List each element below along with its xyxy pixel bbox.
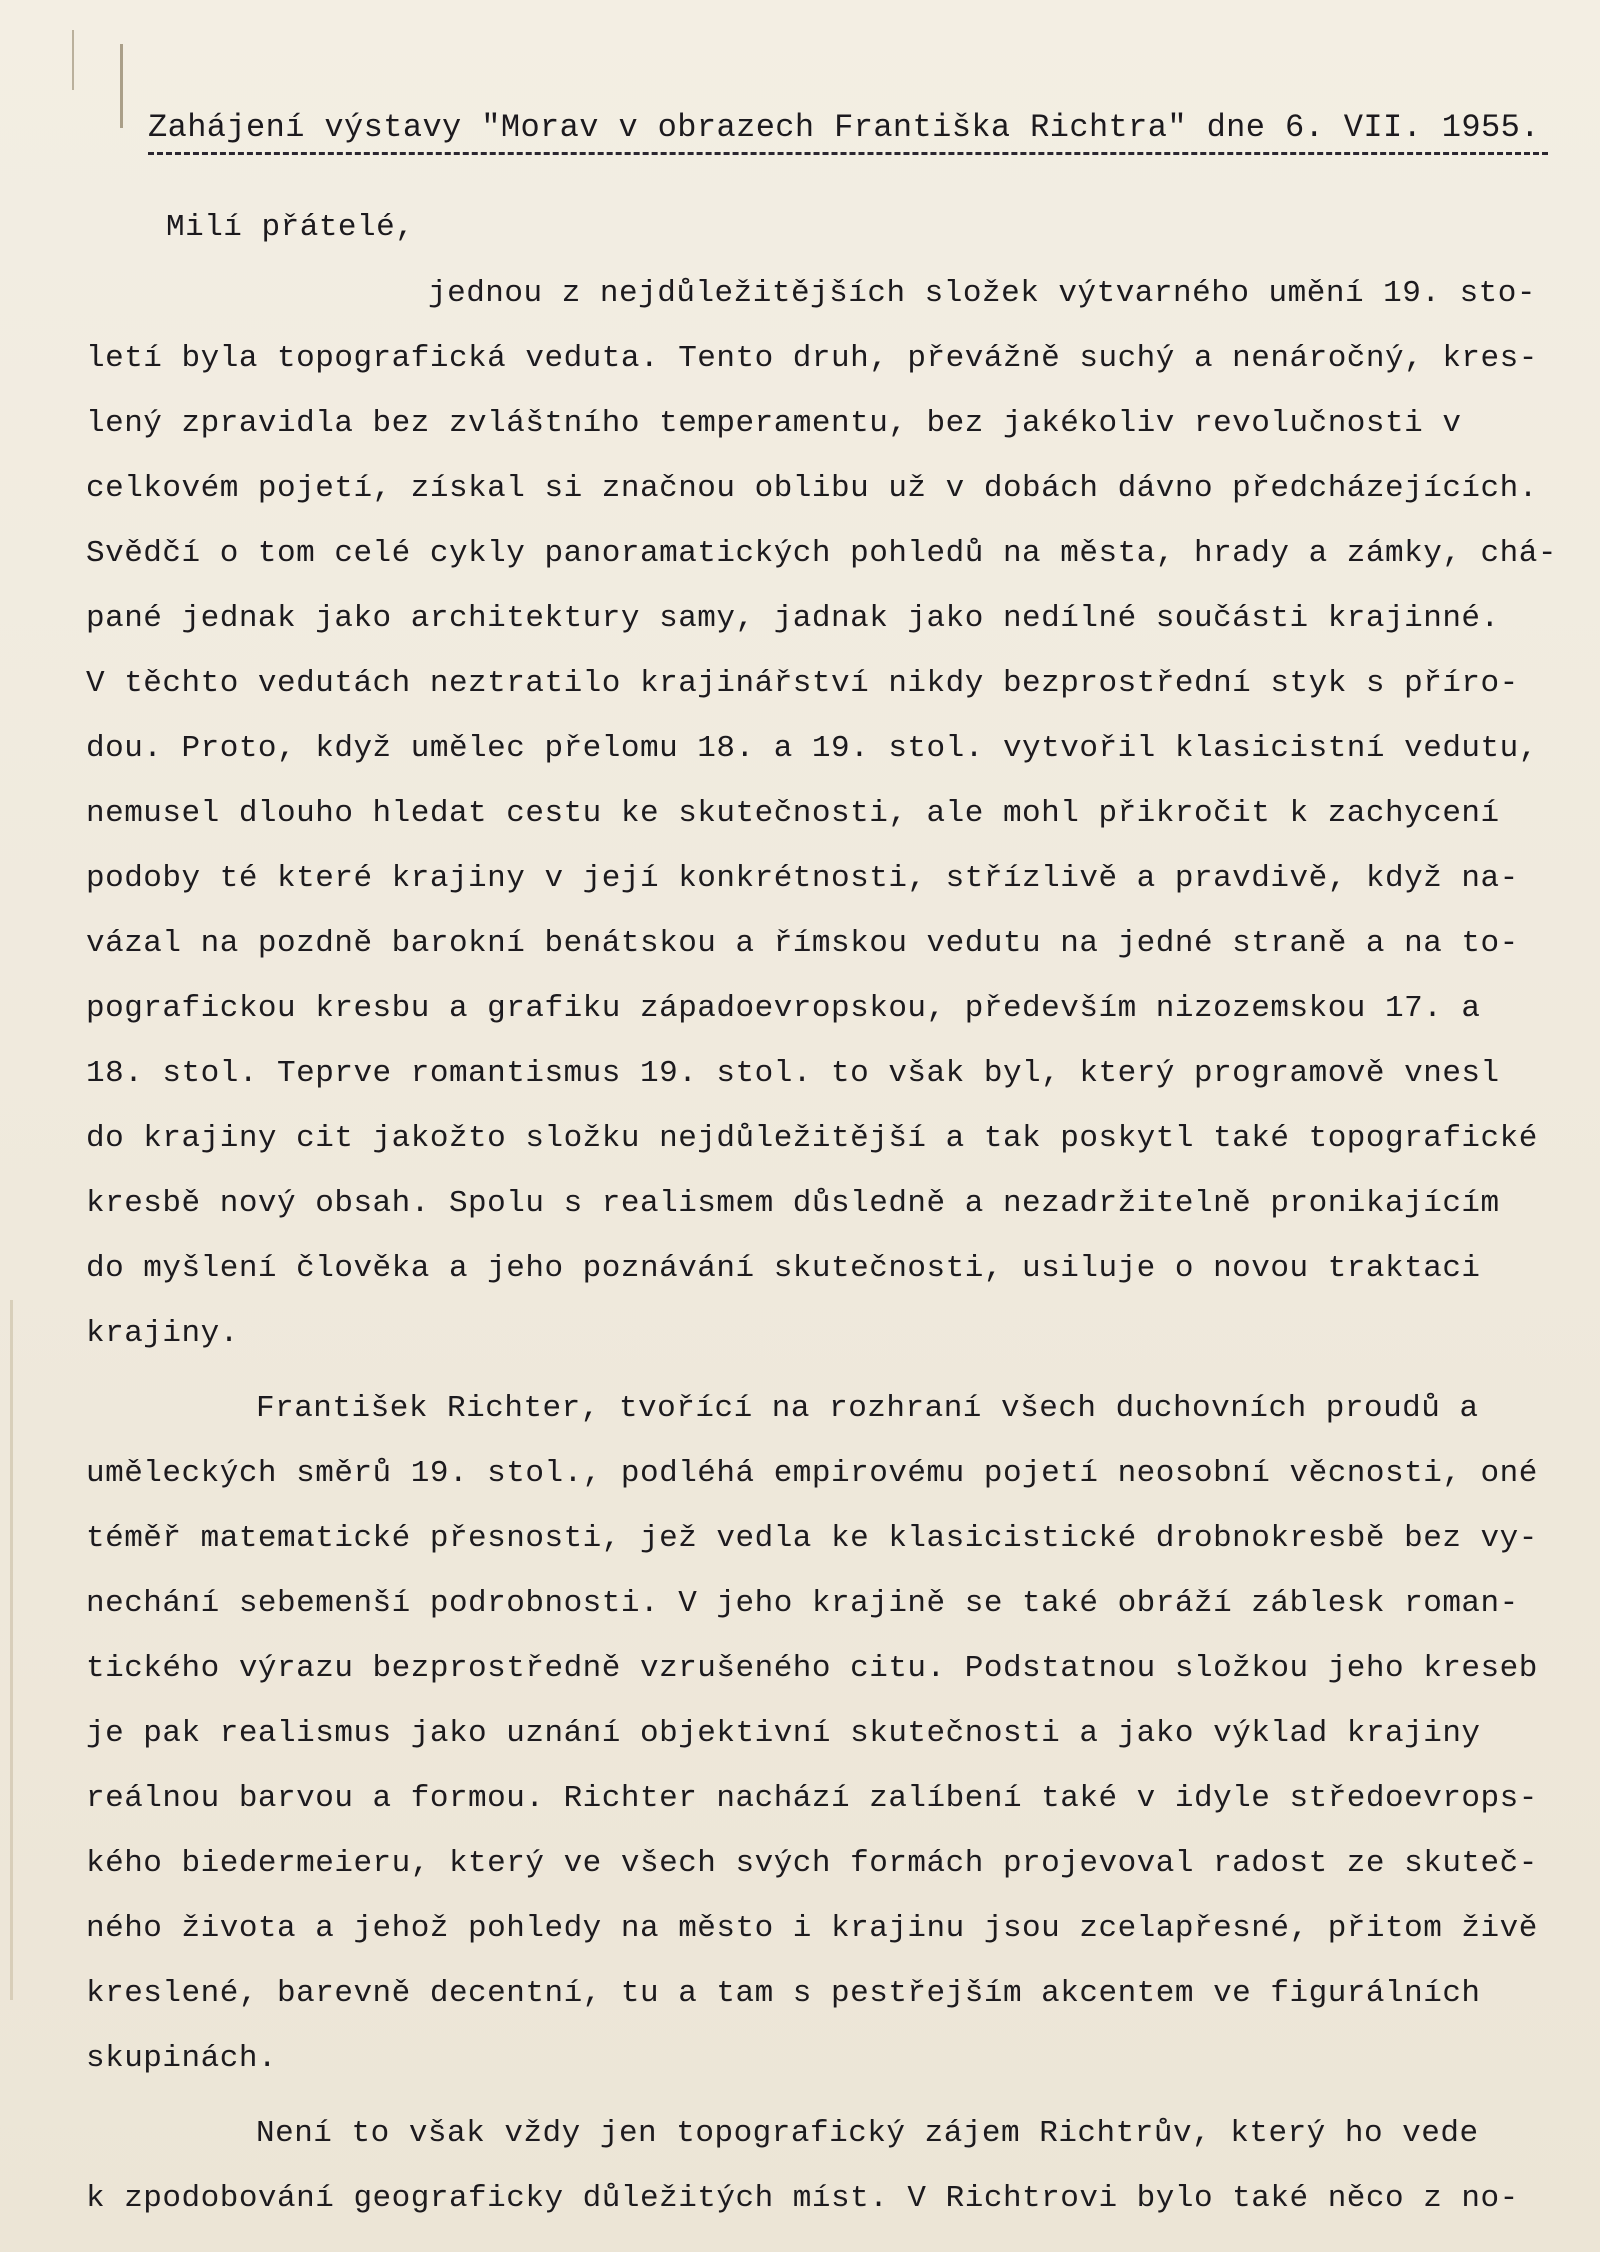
document-title: Zahájení výstavy "Morav v obrazech Františka Richtra" dne 6. VII. 1955. bbox=[148, 106, 1548, 155]
text-line: reálnou barvou a formou. Richter nachází zalíbení také v idyle středoevrops- bbox=[86, 1781, 1538, 1816]
text-line: nechání sebemenší podrobnosti. V jeho krajině se také obráží záblesk roman- bbox=[86, 1586, 1519, 1621]
text-line: je pak realismus jako uznání objektivní skutečnosti a jako výklad krajiny bbox=[86, 1716, 1481, 1751]
text-line: k zpodobování geograficky důležitých míst. V Richtrovi bylo také něco z no- bbox=[86, 2181, 1519, 2216]
text-line: pané jednak jako architektury samy, jadnak jako nedílné součásti krajinné. bbox=[86, 601, 1500, 636]
text-line: dou. Proto, když umělec přelomu 18. a 19. stol. vytvořil klasicistní vedutu, bbox=[86, 731, 1538, 766]
text-line: 18. stol. Teprve romantismus 19. stol. to však byl, který programově vnesl bbox=[86, 1056, 1500, 1091]
text-line: krajiny. bbox=[86, 1316, 239, 1351]
text-line: František Richter, tvořící na rozhraní všech duchovních proudů a bbox=[256, 1391, 1479, 1426]
text-line: kresbě nový obsah. Spolu s realismem důsledně a nezadržitelně pronikajícím bbox=[86, 1186, 1500, 1221]
text-line: lený zpravidla bez zvláštního temperamentu, bez jakékoliv revolučnosti v bbox=[86, 406, 1462, 441]
text-line: téměř matematické přesnosti, jež vedla ke klasicistické drobnokresbě bez vy- bbox=[86, 1521, 1538, 1556]
text-line: do myšlení člověka a jeho poznávání skutečnosti, usiluje o novou traktaci bbox=[86, 1251, 1481, 1286]
text-line: tického výrazu bezprostředně vzrušeného citu. Podstatnou složkou jeho kreseb bbox=[86, 1651, 1538, 1686]
text-line: Svědčí o tom celé cykly panoramatických pohledů na města, hrady a zámky, chá- bbox=[86, 536, 1557, 571]
text-line: letí byla topografická veduta. Tento druh, převážně suchý a nenáročný, kres- bbox=[86, 341, 1538, 376]
text-line: do krajiny cit jakožto složku nejdůležitější a tak poskytl také topografické bbox=[86, 1121, 1538, 1156]
text-line: ného života a jehož pohledy na město i krajinu jsou zcelapřesné, přitom živě bbox=[86, 1911, 1538, 1946]
margin-pencil-mark bbox=[120, 44, 123, 128]
paper-crease bbox=[10, 1300, 13, 2000]
text-line: jednou z nejdůležitějších složek výtvarného umění 19. sto- bbox=[428, 276, 1536, 311]
text-line: Není to však vždy jen topografický zájem Richtrův, který ho vede bbox=[256, 2116, 1479, 2151]
text-line: skupinách. bbox=[86, 2041, 278, 2076]
margin-pencil-mark-secondary bbox=[72, 30, 74, 90]
text-line: podoby té které krajiny v její konkrétnosti, střízlivě a pravdivě, když na- bbox=[86, 861, 1519, 896]
text-line: V těchto vedutách neztratilo krajinářství nikdy bezprostřední styk s příro- bbox=[86, 666, 1519, 701]
text-line: pografickou kresbu a grafiku západoevropskou, především nizozemskou 17. a bbox=[86, 991, 1481, 1026]
text-line: vázal na pozdně barokní benátskou a římskou vedutu na jedné straně a na to- bbox=[86, 926, 1519, 961]
text-line: kého biedermeieru, který ve všech svých formách projevoval radost ze skuteč- bbox=[86, 1846, 1538, 1881]
text-line: nemusel dlouho hledat cestu ke skutečnosti, ale mohl přikročit k zachycení bbox=[86, 796, 1500, 831]
salutation: Milí přátelé, bbox=[166, 210, 415, 245]
text-line: kreslené, barevně decentní, tu a tam s pestřejším akcentem ve figurálních bbox=[86, 1976, 1481, 2011]
text-line: uměleckých směrů 19. stol., podléhá empirovému pojetí neosobní věcnosti, oné bbox=[86, 1456, 1538, 1491]
text-line: celkovém pojetí, získal si značnou oblibu už v dobách dávno předcházejících. bbox=[86, 471, 1538, 506]
